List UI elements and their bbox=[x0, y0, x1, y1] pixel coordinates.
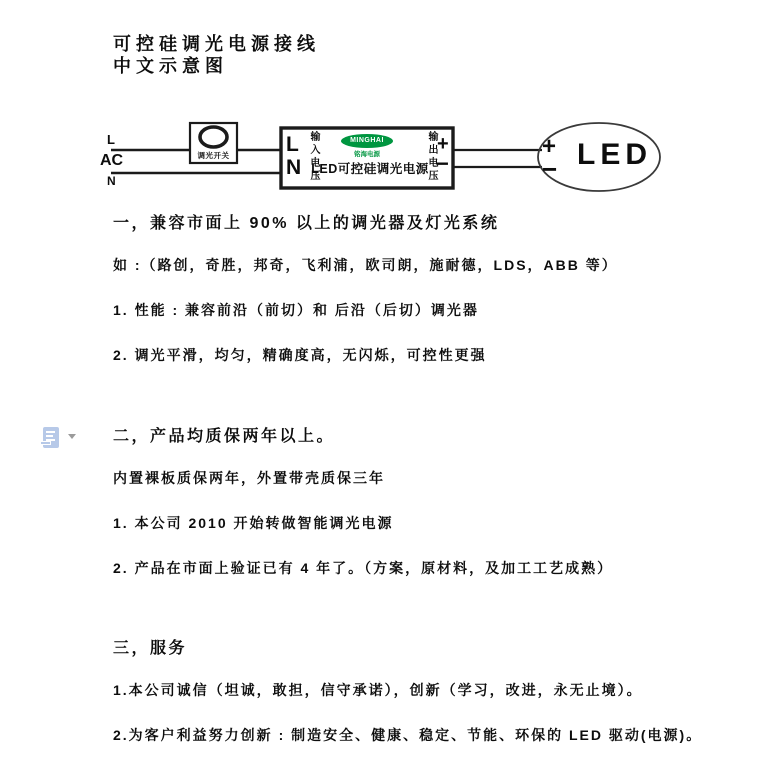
section-heading: 三，服务 bbox=[113, 640, 188, 657]
paste-options-button[interactable] bbox=[43, 427, 76, 448]
body-line: 2. 产品在市面上验证已有 4 年了。（方案，原材料，及加工工艺成熟） bbox=[113, 560, 614, 576]
driver-input-live: L bbox=[286, 133, 299, 156]
page-title-line1: 可控硅调光电源接线 bbox=[113, 34, 320, 54]
page-title-line2: 中文示意图 bbox=[113, 56, 228, 76]
body-line: 内置裸板质保两年，外置带壳质保三年 bbox=[113, 470, 385, 486]
body-line: 1.本公司诚信（坦诚，敢担，信守承诺），创新（学习，改进，永无止境）。 bbox=[113, 682, 643, 698]
paste-options-icon[interactable] bbox=[43, 427, 59, 448]
driver-output-voltage-label: 输出电压 bbox=[426, 131, 437, 183]
dimmer-switch-label: 调光开关 bbox=[197, 151, 230, 160]
section-heading: 二，产品均质保两年以上。 bbox=[113, 428, 336, 445]
driver-input-neutral: N bbox=[286, 156, 302, 179]
page-title bbox=[113, 33, 320, 77]
driver-product-name: LED可控硅调光电源 bbox=[311, 162, 429, 176]
body-line: 如 :（路创，奇胜，邦奇，飞利浦，欧司朗，施耐德，LDS，ABB 等） bbox=[113, 257, 618, 273]
brand-logo: MINGHAI bbox=[341, 134, 393, 148]
label-ac: AC bbox=[100, 152, 124, 169]
body-line: 2. 调光平滑，均匀，精确度高，无闪烁，可控性更强 bbox=[113, 347, 487, 363]
driver-plus-terminal: + bbox=[437, 133, 449, 155]
led-minus-terminal: − bbox=[542, 154, 558, 184]
label-live: L bbox=[107, 132, 115, 147]
brand-logo-subtext: 铭海电源 bbox=[354, 151, 380, 158]
driver-minus-terminal: − bbox=[436, 151, 449, 176]
body-line: 2.为客户利益努力创新 : 制造安全、健康、稳定、节能、环保的 LED 驱动(电源)。 bbox=[113, 727, 703, 743]
section-service bbox=[113, 639, 733, 772]
led-load-label: LED bbox=[577, 138, 652, 171]
driver-input-voltage-label: 输入电压 bbox=[308, 131, 319, 183]
section-warranty bbox=[113, 427, 733, 605]
section-compatibility bbox=[113, 214, 733, 392]
section-heading: 一，兼容市面上 90% 以上的调光器及灯光系统 bbox=[113, 215, 500, 232]
body-line: 1. 本公司 2010 开始转做智能调光电源 bbox=[113, 515, 394, 531]
led-plus-terminal: + bbox=[542, 133, 557, 160]
chevron-down-icon[interactable] bbox=[68, 434, 76, 439]
body-line: 1. 性能 : 兼容前沿（前切）和 后沿（后切）调光器 bbox=[113, 302, 479, 318]
wiring-diagram bbox=[95, 108, 695, 208]
label-neutral: N bbox=[107, 174, 116, 188]
